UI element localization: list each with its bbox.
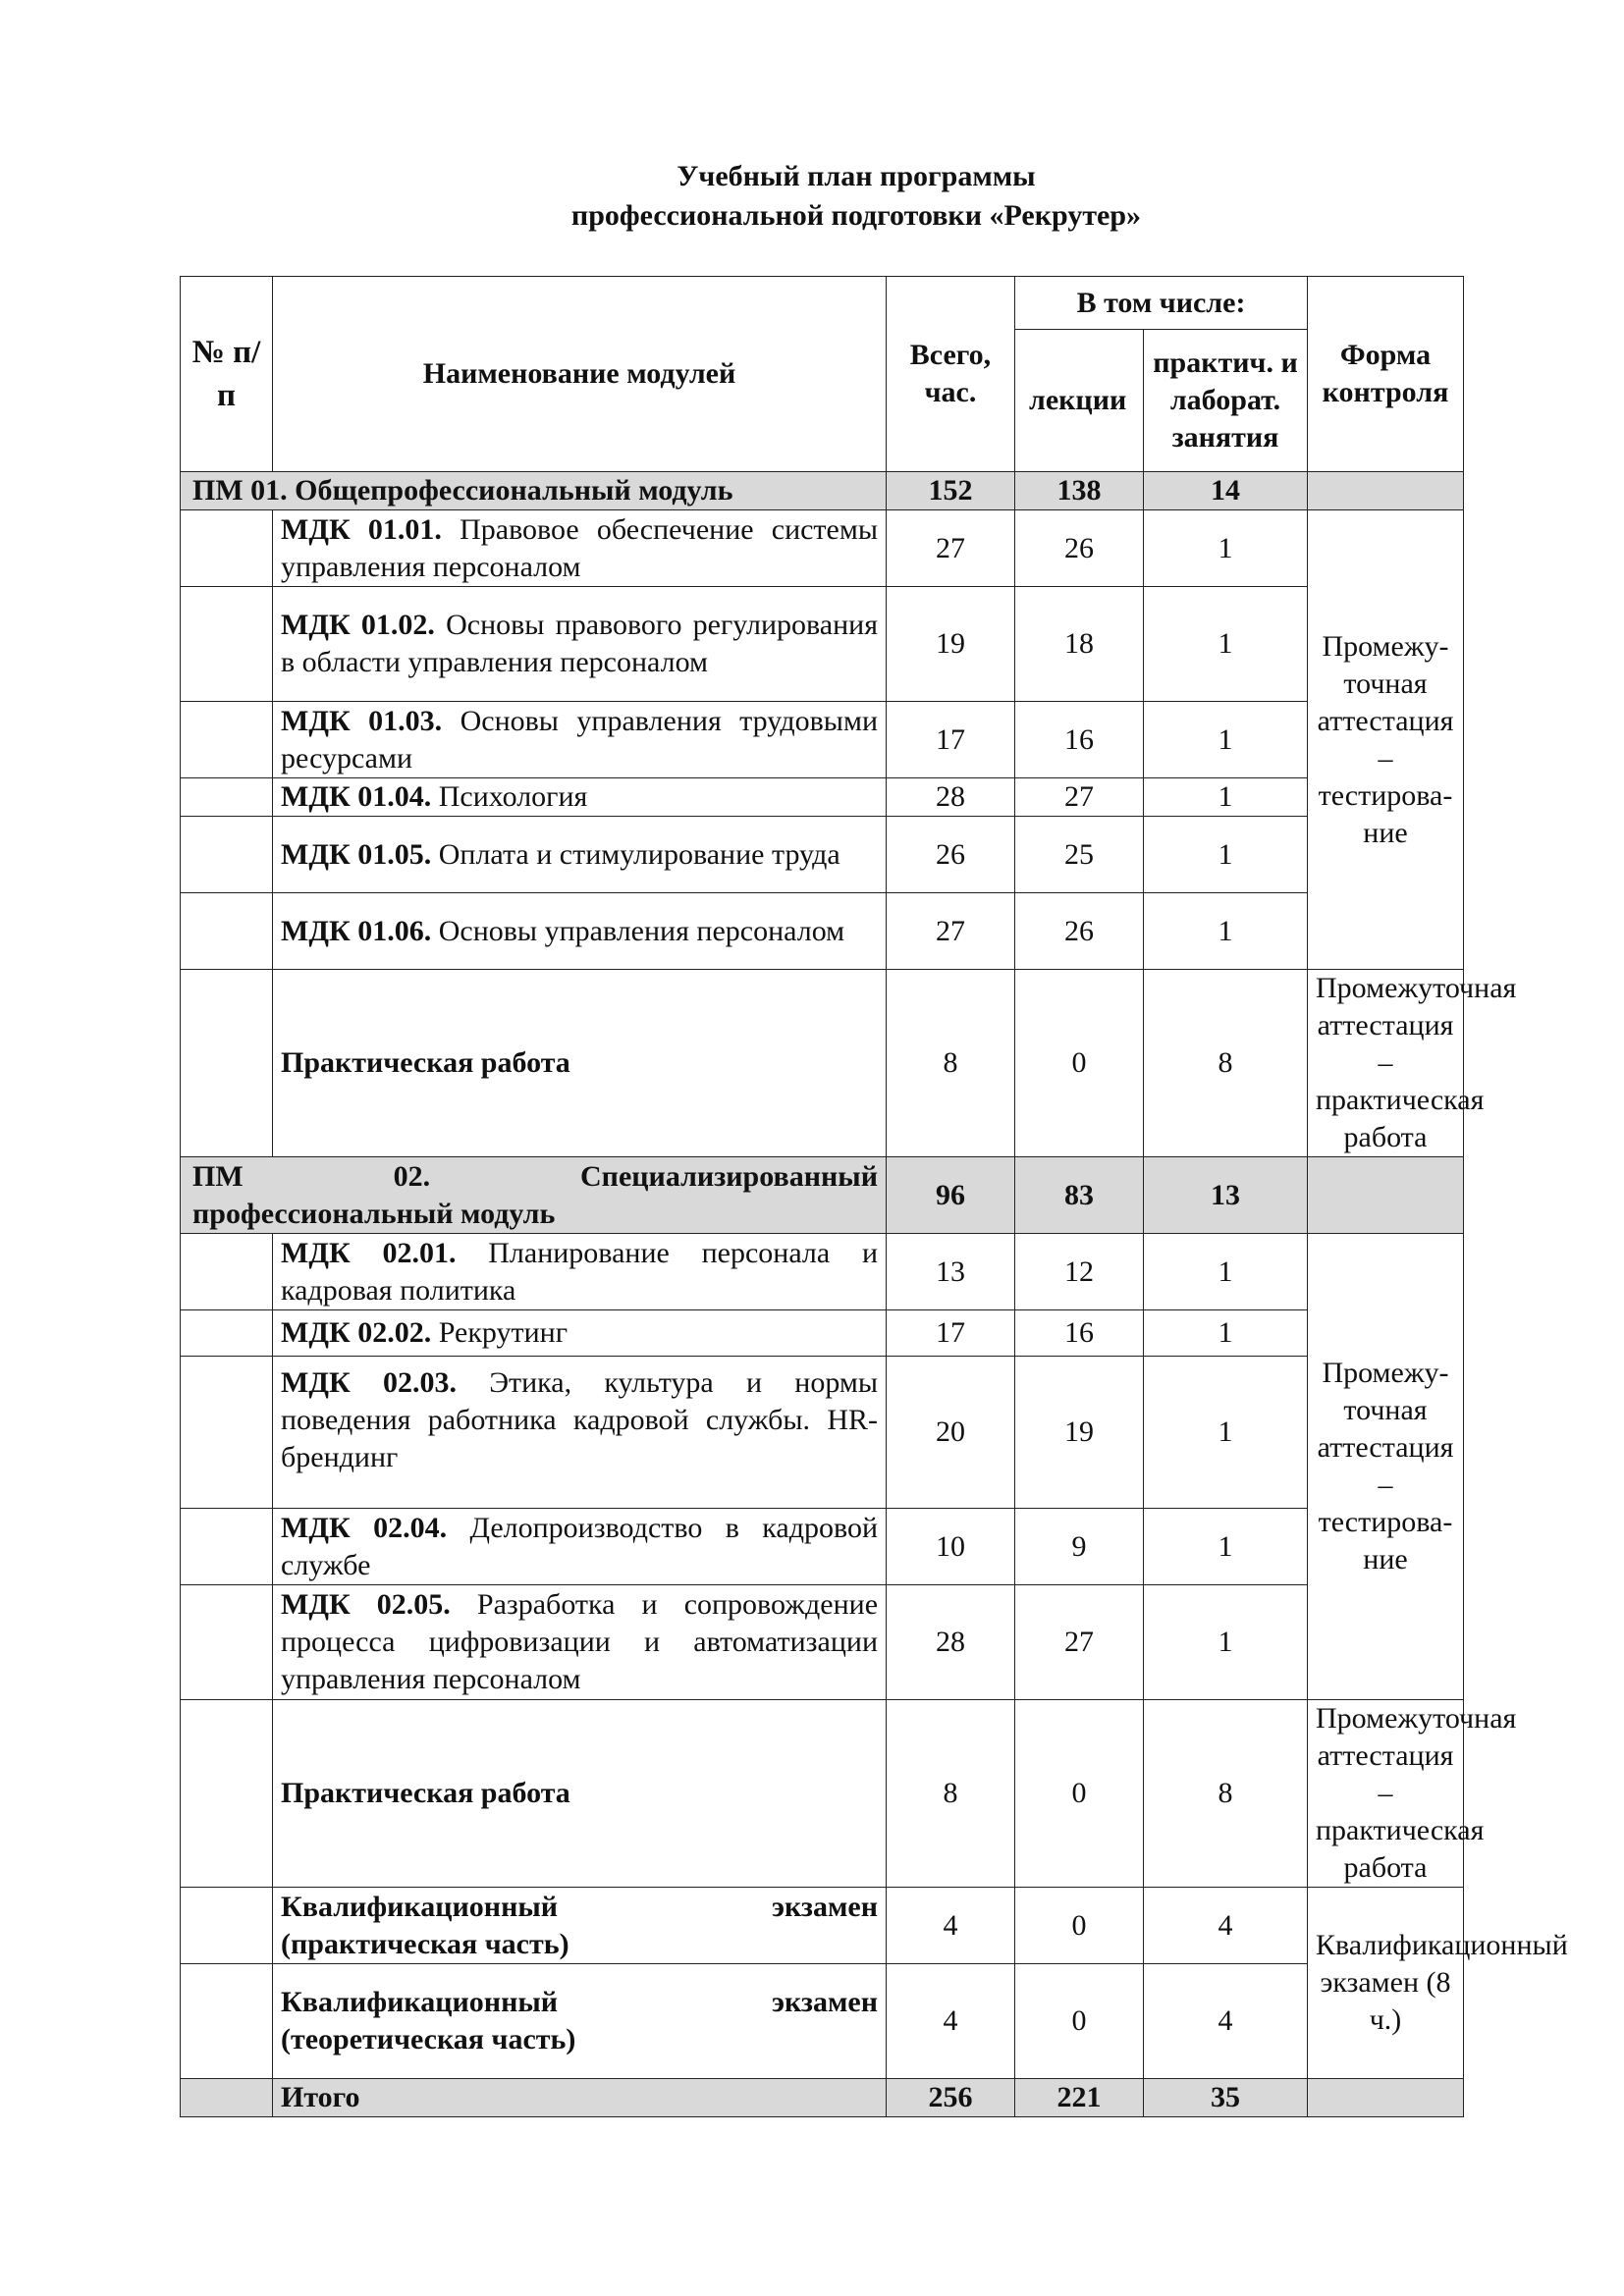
total-label: Итого <box>273 2079 887 2117</box>
module-title <box>181 1157 887 1234</box>
row-practical: 1 <box>1144 1310 1308 1357</box>
row-num <box>181 702 273 778</box>
header-total: Всего, час. <box>887 277 1015 472</box>
row-total: 19 <box>887 587 1015 702</box>
row-total: 20 <box>887 1357 1015 1509</box>
row-practical: 1 <box>1144 893 1308 970</box>
exam-label <box>273 1964 887 2079</box>
row-total: 26 <box>887 817 1015 893</box>
mdk-code: МДК 01.03. <box>281 704 443 737</box>
table-row <box>181 1310 1464 1357</box>
mdk-code: МДК 01.01. <box>281 512 442 546</box>
module-lectures: 83 <box>1015 1157 1144 1234</box>
row-lectures: 0 <box>1015 1964 1144 2079</box>
module-title-line-1 <box>192 1158 878 1196</box>
row-title <box>273 587 887 702</box>
practical-row-pm02 <box>181 1700 1464 1888</box>
row-num <box>181 1310 273 1357</box>
row-lectures: 25 <box>1015 817 1144 893</box>
exam-label-line-1 <box>281 1984 878 2021</box>
row-practical: 1 <box>1144 1509 1308 1585</box>
module-row-pm02 <box>181 1157 1464 1234</box>
mdk-name: Оплата и стимулирование труда <box>438 837 840 871</box>
table-row <box>181 1585 1464 1700</box>
total-lectures: 221 <box>1015 2079 1144 2117</box>
row-total: 4 <box>887 1888 1015 1964</box>
control-form-pm01: Промежу-точная аттестация – тестирова-ние <box>1308 510 1464 970</box>
mdk-code: МДК 01.02. <box>281 609 435 641</box>
control-form-exam: Квалификационный экзамен (8 ч.) <box>1308 1888 1464 2079</box>
row-practical: 1 <box>1144 1357 1308 1509</box>
total-row <box>181 2079 1464 2117</box>
row-lectures: 19 <box>1015 1357 1144 1509</box>
practical-label: Практическая работа <box>273 1700 887 1888</box>
mdk-code: МДК 02.04. <box>281 1511 448 1544</box>
module-lectures: 138 <box>1015 472 1144 510</box>
row-num <box>181 1509 273 1585</box>
document-title <box>0 157 1624 236</box>
module-title-word: 02. <box>393 1159 431 1193</box>
row-total: 10 <box>887 1509 1015 1585</box>
table-row <box>181 1357 1464 1509</box>
practical-row-pm01 <box>181 970 1464 1157</box>
row-lectures: 12 <box>1015 1234 1144 1310</box>
row-lectures: 27 <box>1015 778 1144 817</box>
row-num <box>181 2079 273 2117</box>
header-row-1 <box>181 277 1464 330</box>
row-lectures: 18 <box>1015 587 1144 702</box>
row-practical: 1 <box>1144 778 1308 817</box>
exam-label-line-2: (практическая часть) <box>281 1927 569 1960</box>
mdk-name: Разработка и сопровождение процесса цифровизации и автоматизации управления персоналом <box>281 1588 879 1695</box>
table-row <box>181 1234 1464 1310</box>
row-num <box>181 970 273 1157</box>
exam-label-word: экзамен <box>772 1890 878 1923</box>
row-title <box>273 1357 887 1509</box>
row-num <box>181 893 273 970</box>
row-lectures: 0 <box>1015 970 1144 1157</box>
exam-label-line-1 <box>281 1889 878 1926</box>
exam-label-word: Квалификационный <box>281 1890 559 1923</box>
row-practical: 8 <box>1144 1700 1308 1888</box>
exam-label-word: Квалификационный <box>281 1986 559 2018</box>
row-num <box>181 1888 273 1964</box>
header-practical: практич. и лаборат. занятия <box>1144 330 1308 472</box>
module-total: 152 <box>887 472 1015 510</box>
row-practical: 1 <box>1144 1585 1308 1700</box>
row-total: 4 <box>887 1964 1015 2079</box>
total-control-empty <box>1308 2079 1464 2117</box>
row-total: 13 <box>887 1234 1015 1310</box>
row-title <box>273 702 887 778</box>
row-lectures: 0 <box>1015 1888 1144 1964</box>
row-total: 8 <box>887 1700 1015 1888</box>
table-row <box>181 702 1464 778</box>
row-lectures: 27 <box>1015 1585 1144 1700</box>
row-practical: 1 <box>1144 1234 1308 1310</box>
mdk-name: Основы управления персоналом <box>438 914 845 947</box>
row-total: 28 <box>887 778 1015 817</box>
mdk-name: Основы правового регулирования в области управления персоналом <box>281 609 878 678</box>
module-title-word: Специализированный <box>580 1159 878 1193</box>
header-including: В том числе: <box>1015 277 1308 330</box>
mdk-code: МДК 01.06. <box>281 914 432 947</box>
module-title-line-2: профессиональный модуль <box>192 1197 556 1230</box>
module-control-empty <box>1308 472 1464 510</box>
mdk-name: Этика, культура и нормы поведения работника кадровой службы. HR-брендинг <box>281 1366 878 1473</box>
row-title <box>273 893 887 970</box>
title-line-2: профессиональной подготовки «Рекрутер» <box>570 199 1142 232</box>
row-lectures: 16 <box>1015 702 1144 778</box>
header-num: № п/п <box>181 277 273 472</box>
row-num <box>181 510 273 587</box>
mdk-name: Психология <box>438 780 588 813</box>
curriculum-table <box>180 276 1568 2117</box>
row-practical: 1 <box>1144 587 1308 702</box>
table-row <box>181 510 1464 587</box>
total-practical: 35 <box>1144 2079 1308 2117</box>
exam-row <box>181 1888 1464 1964</box>
row-num <box>181 1700 273 1888</box>
table-row <box>181 817 1464 893</box>
row-lectures: 26 <box>1015 510 1144 587</box>
control-form-practical: Промежуточная аттестация – практическая работа <box>1308 1700 1464 1888</box>
mdk-name: Делопроизводство в кадровой службе <box>281 1511 879 1581</box>
header-name: Наименование модулей <box>273 277 887 472</box>
row-total: 27 <box>887 510 1015 587</box>
practical-label: Практическая работа <box>273 970 887 1157</box>
mdk-code: МДК 01.05. <box>281 837 432 871</box>
row-total: 28 <box>887 1585 1015 1700</box>
module-practical: 13 <box>1144 1157 1308 1234</box>
row-title <box>273 1585 887 1700</box>
row-practical: 1 <box>1144 702 1308 778</box>
mdk-code: МДК 01.04. <box>281 780 432 813</box>
mdk-name: Рекрутинг <box>438 1316 568 1349</box>
row-lectures: 0 <box>1015 1700 1144 1888</box>
row-num <box>181 1357 273 1509</box>
row-num <box>181 1234 273 1310</box>
control-form-practical: Промежуточная аттестация – практическая работа <box>1308 970 1464 1157</box>
table-row <box>181 587 1464 702</box>
mdk-code: МДК 02.05. <box>281 1588 451 1621</box>
mdk-name: Правовое обеспечение системы управления персоналом <box>281 512 878 583</box>
row-title <box>273 1234 887 1310</box>
exam-label-word: экзамен <box>772 1986 878 2018</box>
table-row <box>181 778 1464 817</box>
row-total: 17 <box>887 702 1015 778</box>
row-lectures: 16 <box>1015 1310 1144 1357</box>
total-hours: 256 <box>887 2079 1015 2117</box>
module-control-empty <box>1308 1157 1464 1234</box>
exam-label <box>273 1888 887 1964</box>
mdk-code: МДК 02.03. <box>281 1366 457 1399</box>
mdk-name: Основы управления трудовыми ресурсами <box>281 704 878 774</box>
row-practical: 4 <box>1144 1964 1308 2079</box>
row-num <box>181 778 273 817</box>
row-title <box>273 778 887 817</box>
module-practical: 14 <box>1144 472 1308 510</box>
exam-row <box>181 1964 1464 2079</box>
row-practical: 8 <box>1144 970 1308 1157</box>
row-practical: 4 <box>1144 1888 1308 1964</box>
header-lectures: лекции <box>1015 330 1144 472</box>
row-num <box>181 817 273 893</box>
row-title <box>273 1509 887 1585</box>
row-total: 8 <box>887 970 1015 1157</box>
table-row <box>181 1509 1464 1585</box>
row-lectures: 9 <box>1015 1509 1144 1585</box>
row-title <box>273 817 887 893</box>
exam-label-line-2: (теоретическая часть) <box>281 2023 576 2056</box>
mdk-name: Планирование персонала и кадровая политика <box>281 1236 879 1307</box>
mdk-code: МДК 02.01. <box>281 1236 457 1269</box>
module-title: ПМ 01. Общепрофессиональный модуль <box>181 472 887 510</box>
row-lectures: 26 <box>1015 893 1144 970</box>
row-num <box>181 1964 273 2079</box>
row-title <box>273 1310 887 1357</box>
row-practical: 1 <box>1144 510 1308 587</box>
module-total: 96 <box>887 1157 1015 1234</box>
row-num <box>181 587 273 702</box>
row-practical: 1 <box>1144 817 1308 893</box>
header-control-form: Форма контроля <box>1308 277 1464 472</box>
row-total: 27 <box>887 893 1015 970</box>
module-row-pm01 <box>181 472 1464 510</box>
control-form-pm02: Промежу-точная аттестация – тестирова-ние <box>1308 1234 1464 1700</box>
row-total: 17 <box>887 1310 1015 1357</box>
title-line-1: Учебный план программы <box>677 160 1036 192</box>
table-row <box>181 893 1464 970</box>
module-title-word: ПМ <box>192 1159 244 1193</box>
row-title <box>273 510 887 587</box>
row-num <box>181 1585 273 1700</box>
mdk-code: МДК 02.02. <box>281 1316 432 1349</box>
